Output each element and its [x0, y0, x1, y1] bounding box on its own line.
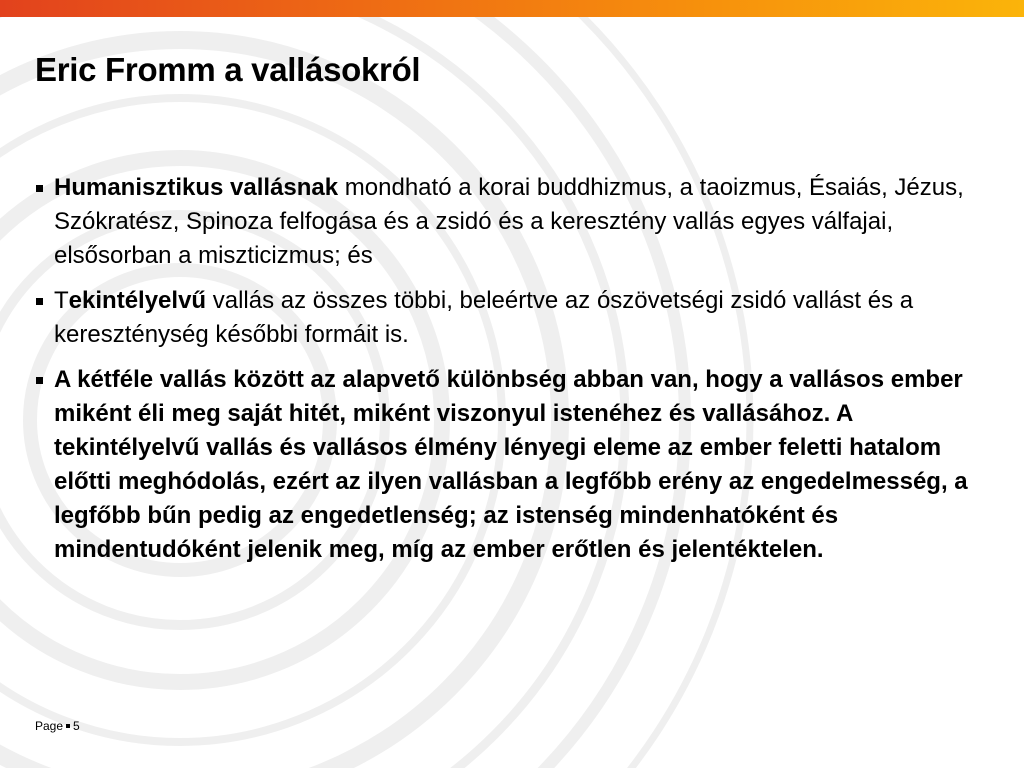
bullet-item-humanistic: [35, 171, 1000, 273]
bullet-lead-letter: T: [54, 287, 69, 314]
slide-title: Eric Fromm a vallásokról: [35, 51, 421, 88]
square-bullet-icon: [36, 298, 43, 305]
bullet-item-difference: [35, 363, 1000, 567]
bullet-text: vallás az összes többi, beleértve az ószövetségi zsidó vallást és a kereszténység későbbi formáit is.: [54, 287, 914, 348]
page-number: 5: [73, 719, 80, 733]
bullet-text: mondható a korai buddhizmus, a taoizmus, Ésaiás, Jézus, Szókratész, Spinoza felfogása és a zsidó és a keresztény vallás egyes válfajai, elsősorban a miszticizmus; és: [54, 174, 964, 269]
top-accent-bar: [0, 0, 1024, 17]
bullet-bold-text: A kétféle vallás között az alapvető különbség abban van, hogy a vallásos ember miként éli meg saját hitét, miként viszonyul istenéhez és vallásához. A tekintélyelvű vallás és vallásos élmény lényegi eleme az ember feletti hatalom előtti meghódolás, ezért az ilyen vallásban a legfőbb erény az engedelmesség, a legfőbb bűn pedig az engedetlenség; az istenség mindenhatóként és mindentudóként jelenik meg, míg az ember erőtlen és jelentéktelen.: [54, 366, 968, 563]
footer-separator-icon: [66, 724, 70, 728]
bullet-list: [35, 171, 1000, 578]
square-bullet-icon: [36, 377, 43, 384]
bullet-item-authoritarian: [35, 284, 1000, 352]
page-label: Page: [35, 719, 64, 733]
square-bullet-icon: [36, 185, 43, 192]
bullet-bold-text: ekintélyelvű: [68, 287, 207, 314]
page-footer: [35, 719, 80, 733]
bullet-bold-text: Humanisztikus vallásnak: [54, 174, 339, 201]
